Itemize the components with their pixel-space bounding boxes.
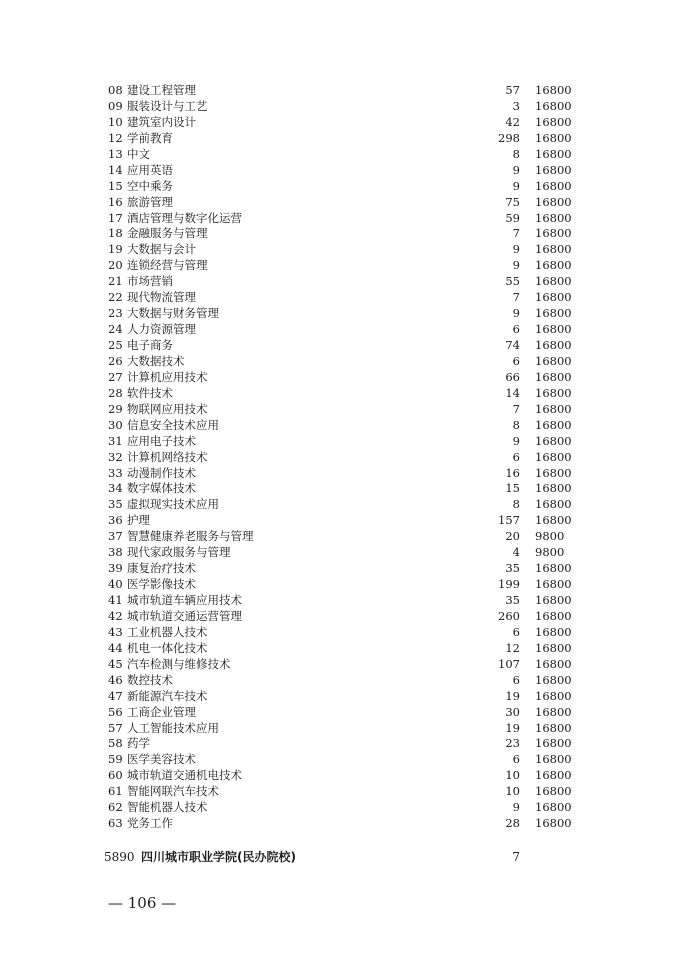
major-row	[0, 258, 680, 274]
major-name: 护理	[127, 513, 150, 528]
major-count: 10	[505, 768, 520, 783]
major-code: 58	[108, 736, 123, 751]
major-row	[0, 386, 680, 402]
major-fee: 16800	[535, 242, 572, 257]
major-code: 20	[108, 258, 123, 273]
major-name: 空中乘务	[127, 178, 173, 193]
major-name: 现代物流管理	[127, 290, 196, 305]
major-code: 61	[108, 784, 123, 799]
major-count: 16	[505, 465, 520, 480]
major-code: 38	[108, 545, 123, 560]
major-count: 7	[512, 290, 520, 305]
major-row	[0, 163, 680, 179]
major-count: 7	[512, 401, 520, 416]
major-code: 15	[108, 178, 123, 193]
major-code: 40	[108, 577, 123, 592]
major-count: 57	[505, 83, 520, 97]
major-count: 42	[505, 114, 520, 129]
major-name: 机电一体化技术	[127, 640, 208, 655]
major-name: 数控技术	[127, 672, 173, 687]
major-fee: 16800	[535, 130, 572, 145]
major-fee: 16800	[535, 417, 572, 432]
major-row	[0, 418, 680, 434]
major-count: 15	[505, 481, 520, 496]
major-fee: 16800	[535, 258, 572, 273]
major-code: 21	[108, 274, 123, 289]
major-count: 55	[505, 274, 520, 289]
major-count: 10	[505, 784, 520, 799]
major-count: 35	[505, 593, 520, 607]
major-row	[0, 577, 680, 593]
major-count: 8	[512, 417, 520, 432]
major-count: 6	[512, 353, 520, 368]
major-count: 35	[505, 561, 520, 576]
major-name: 虚拟现实技术应用	[127, 497, 219, 512]
major-row	[0, 752, 680, 768]
major-row	[0, 673, 680, 689]
major-row	[0, 705, 680, 721]
major-count: 19	[505, 720, 520, 735]
major-name: 计算机应用技术	[127, 369, 208, 384]
major-fee: 16800	[535, 449, 572, 464]
major-row	[0, 689, 680, 705]
major-row	[0, 211, 680, 227]
major-count: 9	[512, 800, 520, 815]
major-code: 42	[108, 608, 123, 623]
major-count: 7	[512, 226, 520, 241]
major-name: 工商企业管理	[127, 704, 196, 719]
school-count: 7	[512, 850, 520, 864]
major-fee: 16800	[535, 752, 572, 767]
major-fee: 16800	[535, 608, 572, 623]
major-fee: 16800	[535, 640, 572, 655]
major-count: 298	[498, 130, 520, 145]
major-code: 33	[108, 465, 123, 480]
major-name: 医学美容技术	[127, 752, 196, 767]
major-name: 信息安全技术应用	[127, 417, 219, 432]
major-count: 23	[505, 736, 520, 751]
major-name: 物联网应用技术	[127, 401, 208, 416]
school-name: 四川城市职业学院(民办院校)	[141, 850, 296, 864]
major-count: 8	[512, 497, 520, 512]
major-name: 党务工作	[127, 816, 173, 831]
major-code: 14	[108, 162, 123, 177]
major-row	[0, 306, 680, 322]
major-row	[0, 800, 680, 816]
major-fee: 16800	[535, 577, 572, 592]
major-code: 19	[108, 242, 123, 257]
major-code: 44	[108, 640, 123, 655]
major-name: 旅游管理	[127, 194, 173, 209]
major-row	[0, 274, 680, 290]
major-fee: 16800	[535, 274, 572, 289]
major-fee: 16800	[535, 593, 572, 607]
major-code: 39	[108, 561, 123, 576]
major-code: 08	[108, 83, 123, 97]
major-fee: 16800	[535, 226, 572, 241]
major-row	[0, 354, 680, 370]
major-name: 现代家政服务与管理	[127, 545, 231, 560]
major-name: 应用电子技术	[127, 433, 196, 448]
major-fee: 16800	[535, 146, 572, 161]
major-count: 75	[505, 194, 520, 209]
major-count: 157	[498, 513, 520, 528]
major-row	[0, 322, 680, 338]
major-fee: 16800	[535, 353, 572, 368]
major-count: 260	[498, 608, 520, 623]
major-fee: 16800	[535, 83, 572, 97]
major-row	[0, 736, 680, 752]
major-fee: 16800	[535, 481, 572, 496]
major-count: 66	[505, 369, 520, 384]
major-row	[0, 370, 680, 386]
major-name: 电子商务	[127, 338, 173, 352]
major-count: 6	[512, 672, 520, 687]
major-name: 建筑室内设计	[127, 114, 196, 129]
major-row	[0, 179, 680, 195]
major-fee: 16800	[535, 322, 572, 337]
major-fee: 16800	[535, 784, 572, 799]
major-fee: 16800	[535, 98, 572, 113]
major-row	[0, 147, 680, 163]
major-code: 25	[108, 338, 123, 352]
major-row	[0, 83, 680, 99]
major-count: 8	[512, 146, 520, 161]
major-fee: 16800	[535, 194, 572, 209]
major-count: 199	[498, 577, 520, 592]
major-code: 57	[108, 720, 123, 735]
major-row	[0, 497, 680, 513]
major-row	[0, 513, 680, 529]
major-name: 建设工程管理	[127, 83, 196, 97]
major-fee: 16800	[535, 162, 572, 177]
major-fee: 16800	[535, 290, 572, 305]
major-count: 107	[498, 656, 520, 671]
major-name: 城市轨道交通运营管理	[127, 608, 242, 623]
major-fee: 16800	[535, 656, 572, 671]
major-code: 30	[108, 417, 123, 432]
major-count: 6	[512, 322, 520, 337]
major-code: 10	[108, 114, 123, 129]
major-name: 人力资源管理	[127, 322, 196, 337]
major-fee: 16800	[535, 385, 572, 400]
major-count: 14	[505, 385, 520, 400]
major-name: 智能网联汽车技术	[127, 784, 219, 799]
major-fee: 16800	[535, 704, 572, 719]
major-name: 动漫制作技术	[127, 465, 196, 480]
major-code: 45	[108, 656, 123, 671]
major-fee: 16800	[535, 768, 572, 783]
major-fee: 16800	[535, 513, 572, 528]
major-code: 22	[108, 290, 123, 305]
major-row	[0, 768, 680, 784]
major-fee: 9800	[535, 545, 565, 560]
major-row	[0, 466, 680, 482]
major-fee: 16800	[535, 688, 572, 703]
major-name: 软件技术	[127, 385, 173, 400]
major-count: 74	[505, 338, 520, 352]
major-row	[0, 625, 680, 641]
major-count: 9	[512, 162, 520, 177]
major-fee: 16800	[535, 736, 572, 751]
major-fee: 16800	[535, 338, 572, 352]
major-code: 41	[108, 593, 123, 607]
major-row	[0, 195, 680, 211]
major-code: 56	[108, 704, 123, 719]
major-count: 12	[505, 640, 520, 655]
major-row	[0, 561, 680, 577]
major-fee: 16800	[535, 306, 572, 321]
major-fee: 16800	[535, 465, 572, 480]
major-fee: 16800	[535, 624, 572, 639]
major-fee: 16800	[535, 497, 572, 512]
major-row	[0, 450, 680, 466]
major-fee: 16800	[535, 210, 572, 225]
major-code: 63	[108, 816, 123, 831]
major-count: 30	[505, 704, 520, 719]
major-row	[0, 529, 680, 545]
major-code: 60	[108, 768, 123, 783]
major-code: 36	[108, 513, 123, 528]
major-count: 9	[512, 433, 520, 448]
major-code: 59	[108, 752, 123, 767]
major-name: 数字媒体技术	[127, 481, 196, 496]
major-row	[0, 721, 680, 737]
major-code: 12	[108, 130, 123, 145]
major-code: 18	[108, 226, 123, 241]
major-count: 4	[512, 545, 520, 560]
major-name: 应用英语	[127, 162, 173, 177]
major-count: 20	[505, 529, 520, 544]
major-fee: 16800	[535, 369, 572, 384]
major-count: 9	[512, 242, 520, 257]
major-name: 金融服务与管理	[127, 226, 208, 241]
major-row	[0, 657, 680, 673]
major-name: 酒店管理与数字化运营	[127, 210, 242, 225]
major-count: 6	[512, 449, 520, 464]
major-row	[0, 131, 680, 147]
major-name: 药学	[127, 736, 150, 751]
major-fee: 16800	[535, 401, 572, 416]
major-name: 中文	[127, 146, 150, 161]
major-name: 市场营销	[127, 274, 173, 289]
major-fee: 16800	[535, 114, 572, 129]
major-name: 人工智能技术应用	[127, 720, 219, 735]
major-name: 城市轨道车辆应用技术	[127, 593, 242, 607]
major-name: 服装设计与工艺	[127, 98, 208, 113]
major-fee: 16800	[535, 433, 572, 448]
major-row	[0, 434, 680, 450]
major-count: 9	[512, 306, 520, 321]
major-code: 47	[108, 688, 123, 703]
major-name: 汽车检测与维修技术	[127, 656, 231, 671]
major-row	[0, 481, 680, 497]
major-fee: 16800	[535, 561, 572, 576]
major-name: 学前教育	[127, 130, 173, 145]
major-name: 城市轨道交通机电技术	[127, 768, 242, 783]
major-row	[0, 290, 680, 306]
major-count: 19	[505, 688, 520, 703]
major-count: 6	[512, 752, 520, 767]
major-row	[0, 784, 680, 800]
major-fee: 9800	[535, 529, 565, 544]
school-row	[0, 848, 680, 866]
major-name: 康复治疗技术	[127, 561, 196, 576]
major-row	[0, 242, 680, 258]
major-name: 连锁经营与管理	[127, 258, 208, 273]
major-fee: 16800	[535, 178, 572, 193]
major-code: 09	[108, 98, 123, 113]
major-code: 13	[108, 146, 123, 161]
major-row	[0, 226, 680, 242]
major-fee: 16800	[535, 800, 572, 815]
major-code: 32	[108, 449, 123, 464]
major-code: 23	[108, 306, 123, 321]
major-name: 大数据与财务管理	[127, 306, 219, 321]
major-name: 大数据技术	[127, 353, 185, 368]
major-code: 35	[108, 497, 123, 512]
major-list	[0, 83, 680, 832]
major-code: 29	[108, 401, 123, 416]
major-fee: 16800	[535, 720, 572, 735]
major-row	[0, 402, 680, 418]
major-row	[0, 115, 680, 131]
major-code: 62	[108, 800, 123, 815]
school-code: 5890	[104, 850, 135, 864]
major-code: 31	[108, 433, 123, 448]
major-code: 27	[108, 369, 123, 384]
major-code: 16	[108, 194, 123, 209]
major-code: 43	[108, 624, 123, 639]
major-count: 3	[512, 98, 520, 113]
major-code: 26	[108, 353, 123, 368]
major-code: 37	[108, 529, 123, 544]
major-row	[0, 816, 680, 832]
major-code: 24	[108, 322, 123, 337]
major-name: 智慧健康养老服务与管理	[127, 529, 254, 544]
major-row	[0, 99, 680, 115]
major-row	[0, 338, 680, 354]
major-name: 计算机网络技术	[127, 449, 208, 464]
major-row	[0, 593, 680, 609]
major-row	[0, 545, 680, 561]
major-name: 工业机器人技术	[127, 624, 208, 639]
major-row	[0, 609, 680, 625]
major-count: 59	[505, 210, 520, 225]
major-fee: 16800	[535, 672, 572, 687]
major-code: 17	[108, 210, 123, 225]
major-name: 智能机器人技术	[127, 800, 208, 815]
major-name: 大数据与会计	[127, 242, 196, 257]
major-name: 医学影像技术	[127, 577, 196, 592]
major-code: 28	[108, 385, 123, 400]
major-count: 6	[512, 624, 520, 639]
major-count: 9	[512, 178, 520, 193]
major-fee: 16800	[535, 816, 572, 831]
major-count: 9	[512, 258, 520, 273]
major-name: 新能源汽车技术	[127, 688, 208, 703]
page-number: — 106 —	[108, 894, 177, 912]
major-row	[0, 641, 680, 657]
major-code: 34	[108, 481, 123, 496]
major-count: 28	[505, 816, 520, 831]
major-code: 46	[108, 672, 123, 687]
